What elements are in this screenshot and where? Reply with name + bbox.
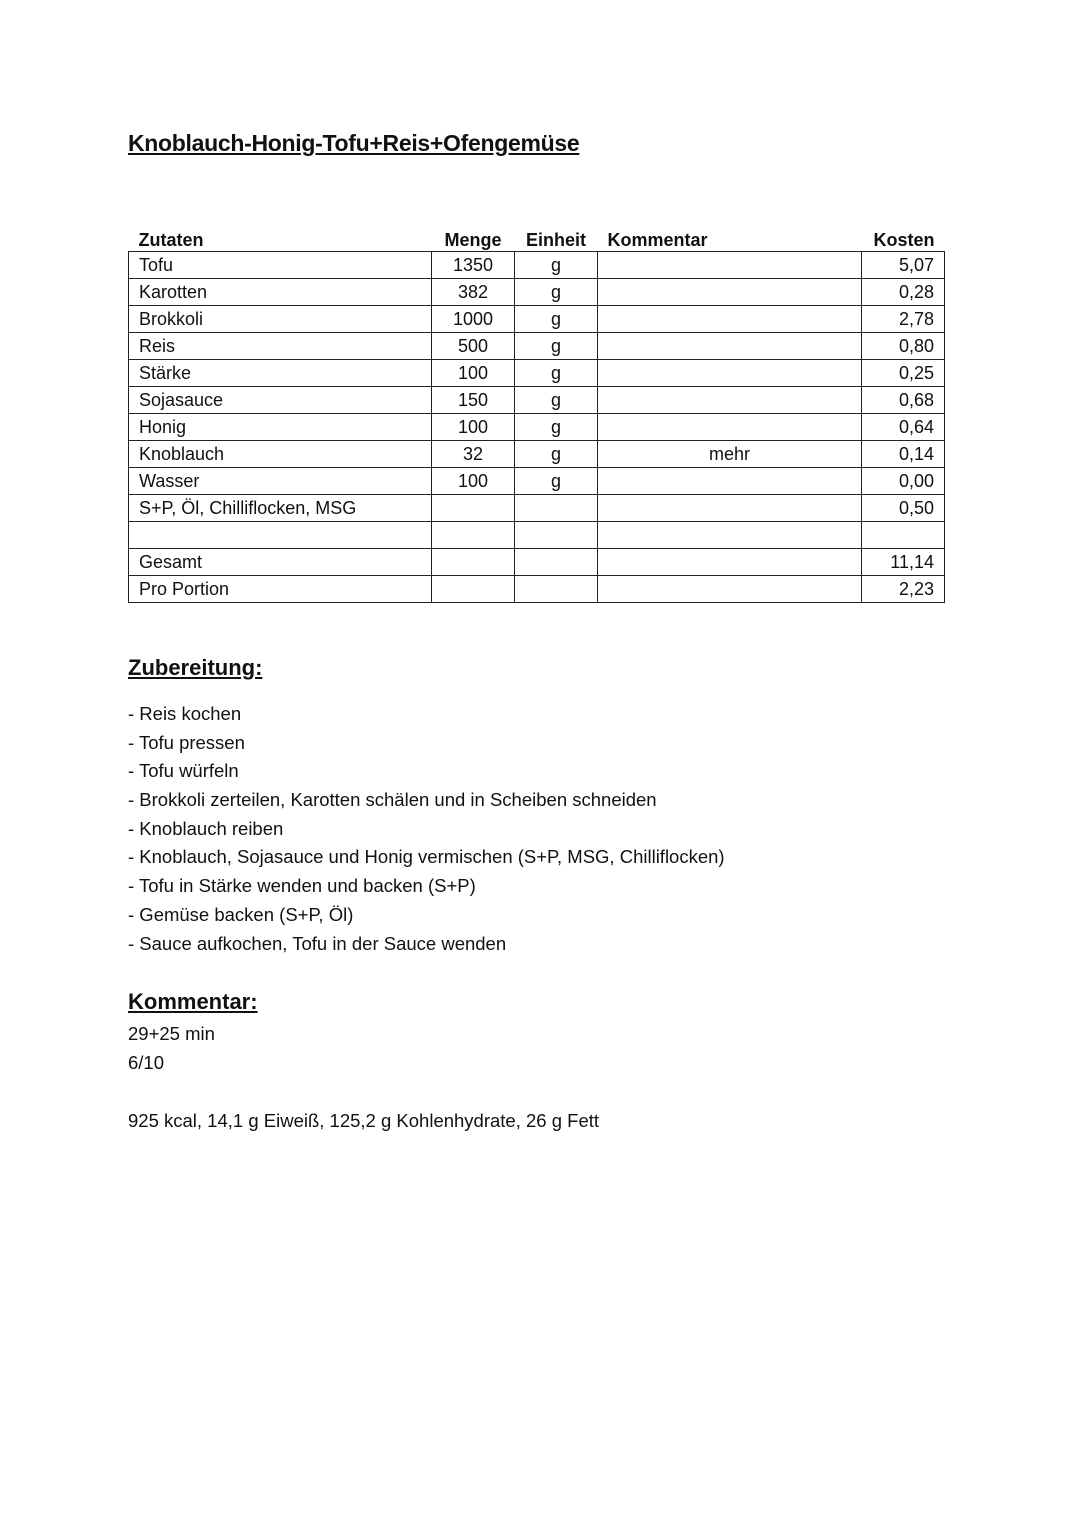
comment-cell <box>598 360 862 387</box>
ingredient-cell: Reis <box>129 333 432 360</box>
amount-cell: 500 <box>432 333 515 360</box>
header-cost: Kosten <box>873 230 935 250</box>
cost-cell: 0,50 <box>862 495 945 522</box>
unit-cell <box>515 549 598 576</box>
table-row <box>129 522 945 549</box>
unit-cell: g <box>515 306 598 333</box>
comment-block <box>128 1019 215 1077</box>
cost-cell: 0,00 <box>862 468 945 495</box>
preparation-step: - Reis kochen <box>128 703 242 724</box>
unit-cell: g <box>515 279 598 306</box>
ingredient-cell: Knoblauch <box>129 441 432 468</box>
amount-cell: 32 <box>432 441 515 468</box>
unit-cell: g <box>515 414 598 441</box>
ingredient-cell: Brokkoli <box>129 306 432 333</box>
ingredient-cell: Tofu <box>129 252 432 279</box>
cost-cell: 0,25 <box>862 360 945 387</box>
ingredient-cell: Wasser <box>129 468 432 495</box>
ingredient-cell: Gesamt <box>129 549 432 576</box>
cost-cell: 0,80 <box>862 333 945 360</box>
preparation-step: - Sauce aufkochen, Tofu in der Sauce wenden <box>128 932 507 954</box>
comment-cell <box>598 468 862 495</box>
ingredients-table <box>128 224 945 603</box>
amount-cell: 100 <box>432 360 515 387</box>
table-row <box>129 549 945 576</box>
cost-cell: 0,64 <box>862 414 945 441</box>
table-header-row <box>129 224 945 252</box>
unit-cell: g <box>515 252 598 279</box>
amount-cell: 1350 <box>432 252 515 279</box>
cost-cell: 2,78 <box>862 306 945 333</box>
cost-cell <box>862 522 945 549</box>
unit-cell: g <box>515 441 598 468</box>
cost-cell: 5,07 <box>862 252 945 279</box>
amount-cell: 150 <box>432 387 515 414</box>
comment-cell <box>598 549 862 576</box>
cost-cell: 0,28 <box>862 279 945 306</box>
amount-cell: 100 <box>432 414 515 441</box>
unit-cell: g <box>515 360 598 387</box>
ingredient-cell: Pro Portion <box>129 576 432 603</box>
comment-cell: mehr <box>598 441 862 468</box>
ingredient-cell: Stärke <box>129 360 432 387</box>
preparation-step: - Tofu würfeln <box>128 760 239 782</box>
preparation-step: - Knoblauch, Sojasauce und Honig vermischen (S+P, MSG, Chilliflocken) <box>128 846 725 868</box>
preparation-step: - Brokkoli zerteilen, Karotten schälen und in Scheiben schneiden <box>128 789 657 811</box>
comment-cell <box>598 522 862 549</box>
table-row <box>129 333 945 360</box>
ingredient-cell: S+P, Öl, Chilliflocken, MSG <box>129 495 432 522</box>
comment-cell <box>598 306 862 333</box>
unit-cell: g <box>515 387 598 414</box>
header-unit: Einheit <box>525 230 586 250</box>
table-row <box>129 360 945 387</box>
unit-cell: g <box>515 468 598 495</box>
unit-cell <box>515 576 598 603</box>
ingredient-cell: Sojasauce <box>129 387 432 414</box>
table-row <box>129 414 945 441</box>
table-row <box>129 306 945 333</box>
unit-cell <box>515 495 598 522</box>
nutrition-info: 925 kcal, 14,1 g Eiweiß, 125,2 g Kohlenhydrate, 26 g Fett <box>128 1110 600 1131</box>
amount-cell: 100 <box>432 468 515 495</box>
amount-cell: 1000 <box>432 306 515 333</box>
table-row <box>129 387 945 414</box>
preparation-steps <box>128 700 725 958</box>
preparation-heading: Zubereitung: <box>128 655 263 680</box>
table-row <box>129 576 945 603</box>
comment-heading: Kommentar: <box>128 989 258 1014</box>
header-comment: Kommentar <box>607 230 708 250</box>
preparation-step: - Knoblauch reiben <box>128 817 284 839</box>
rating: 6/10 <box>128 1052 165 1073</box>
cost-cell: 0,68 <box>862 387 945 414</box>
table-row <box>129 441 945 468</box>
ingredient-cell: Honig <box>129 414 432 441</box>
amount-cell <box>432 522 515 549</box>
unit-cell <box>515 522 598 549</box>
amount-cell <box>432 549 515 576</box>
table-row <box>129 279 945 306</box>
preparation-step: - Gemüse backen (S+P, Öl) <box>128 903 354 925</box>
cost-cell: 2,23 <box>862 576 945 603</box>
header-ingredient: Zutaten <box>138 230 204 250</box>
preparation-step: - Tofu in Stärke wenden und backen (S+P) <box>128 875 476 897</box>
comment-cell <box>598 279 862 306</box>
ingredient-cell <box>129 522 432 549</box>
preparation-step: - Tofu pressen <box>128 731 245 753</box>
amount-cell: 382 <box>432 279 515 306</box>
unit-cell: g <box>515 333 598 360</box>
comment-cell <box>598 333 862 360</box>
recipe-title: Knoblauch-Honig-Tofu+Reis+Ofengemüse <box>128 130 580 156</box>
table-row <box>129 495 945 522</box>
header-amount: Menge <box>444 230 502 250</box>
cook-time: 29+25 min <box>128 1023 215 1044</box>
amount-cell <box>432 495 515 522</box>
table-row <box>129 252 945 279</box>
comment-cell <box>598 252 862 279</box>
table-row <box>129 468 945 495</box>
cost-cell: 0,14 <box>862 441 945 468</box>
amount-cell <box>432 576 515 603</box>
cost-cell: 11,14 <box>862 549 945 576</box>
comment-cell <box>598 414 862 441</box>
comment-cell <box>598 495 862 522</box>
comment-cell <box>598 387 862 414</box>
comment-cell <box>598 576 862 603</box>
ingredient-cell: Karotten <box>129 279 432 306</box>
